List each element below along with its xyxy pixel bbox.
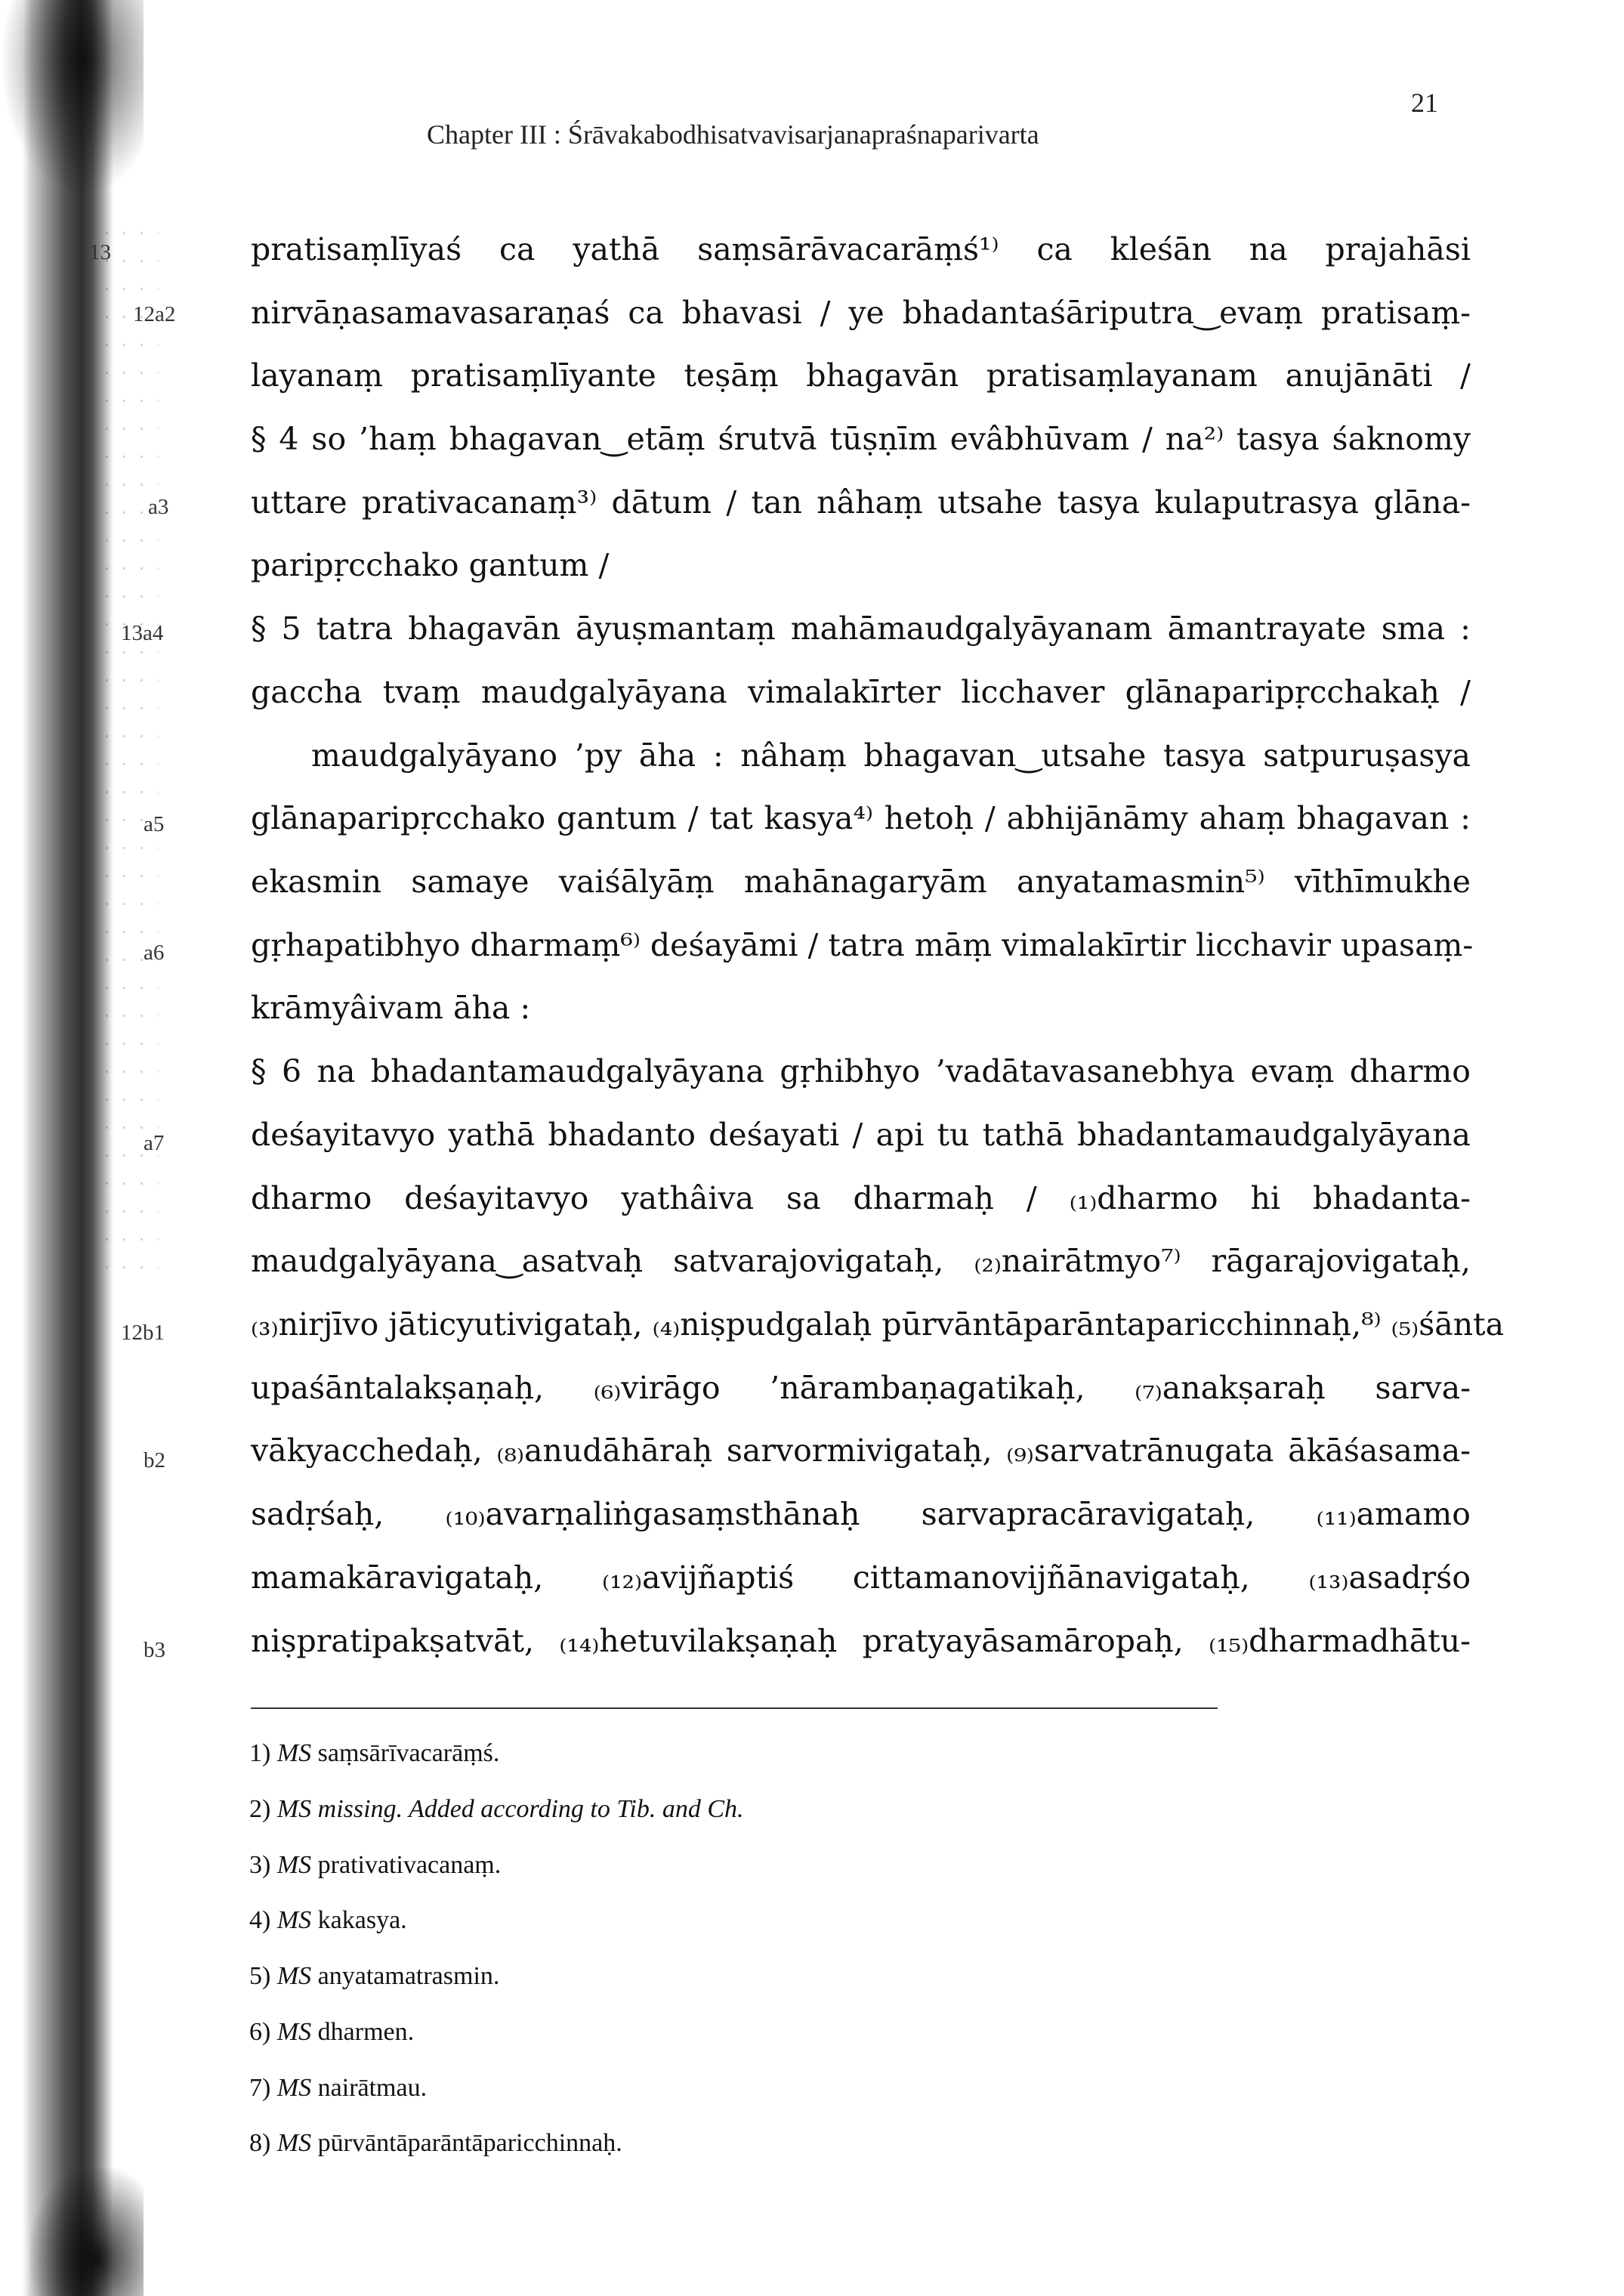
text-line: ₍₃₎nirjīvo jāticyutivigataḥ, ₍₄₎niṣpudgalaḥ pūrvāntāparāntaparicchinnaḥ,⁸⁾ ₍₅₎śānta: [251, 1306, 1505, 1343]
margin-mark: b3: [144, 1638, 165, 1662]
footnote-number: 2): [249, 1795, 271, 1823]
margin-mark: a6: [144, 941, 165, 965]
footnote-text: dharmen.: [317, 2018, 415, 2046]
footnote-ms: MS: [276, 1739, 312, 1767]
text-line: pratisaṃlīyaś ca yathā saṃsārāvacarāṃś¹⁾ ca kleśān na prajahāsi: [251, 231, 1471, 267]
margin-mark: 13: [89, 240, 111, 264]
footnote-ms: MS: [276, 2129, 312, 2157]
text-line: nirvāṇasamavasaraṇaś ca bhavasi / ye bhadantaśāriputra‿evaṃ pratisaṃ-: [251, 295, 1471, 331]
footnote: [249, 2129, 622, 2158]
text-line: § 4 so ’haṃ bhagavan‿etāṃ śrutvā tūṣṇīm evâbhūvam / na²⁾ tasya śaknomy: [251, 421, 1471, 457]
running-head: Chapter III : Śrāvakabodhisatvavisarjanapraśnaparivarta: [427, 119, 1039, 150]
footnote-number: 4): [249, 1906, 271, 1934]
text-line: dharmo deśayitavyo yathâiva sa dharmaḥ / ₍₁₎dharmo hi bhadanta-: [251, 1180, 1471, 1216]
footnote-number: 1): [249, 1739, 271, 1767]
footnote: [249, 2074, 427, 2103]
footnote-number: 5): [249, 1962, 271, 1990]
footnote: [249, 1851, 501, 1880]
margin-mark: a3: [148, 495, 169, 519]
margin-mark: b2: [144, 1448, 165, 1472]
footnote-text: nairātmau.: [317, 2074, 428, 2102]
text-line: gaccha tvaṃ maudgalyāyana vimalakīrter licchaver glānaparipṛcchakaḥ /: [251, 674, 1471, 710]
footnote-text: prativativacanaṃ.: [317, 1851, 502, 1879]
footnote-text: kakasya.: [317, 1906, 407, 1934]
scan-shadow-bottom: [30, 2168, 144, 2296]
footnote: [249, 1906, 407, 1935]
scan-shadow-top: [0, 0, 144, 196]
footnote-ms: MS: [276, 2018, 312, 2046]
footnote-ms: MS: [276, 1962, 312, 1990]
text-line: mamakāravigataḥ, ₍₁₂₎avijñaptiś cittamanovijñānavigataḥ, ₍₁₃₎asadṛśo: [251, 1559, 1471, 1596]
page-number: 21: [1411, 88, 1438, 118]
scan-binding-edge: [0, 0, 113, 2296]
text-line: niṣpratipakṣatvāt, ₍₁₄₎hetuvilakṣaṇaḥ pratyayāsamāropaḥ, ₍₁₅₎dharmadhātu-: [251, 1623, 1471, 1659]
footnote-ms: MS: [276, 1795, 312, 1823]
text-line: maudgalyāyano ’py āha : nâhaṃ bhagavan‿utsahe tasya satpuruṣasya: [311, 737, 1471, 774]
footnote-ms: MS: [276, 2074, 312, 2102]
margin-mark: a5: [144, 812, 165, 836]
footnote-text: anyatamatrasmin.: [317, 1962, 500, 1990]
footnote: [249, 1795, 744, 1824]
footnote: [249, 2018, 414, 2047]
footnote-text: missing. Added according to Tib. and Ch.: [317, 1795, 744, 1823]
text-line: ekasmin samaye vaiśālyāṃ mahānagaryām anyatamasmin⁵⁾ vīthīmukhe: [251, 864, 1471, 900]
footnote-rule: [251, 1707, 1218, 1709]
text-line: krāmyâivam āha :: [251, 990, 531, 1026]
text-line: gṛhapatibhyo dharmaṃ⁶⁾ deśayāmi / tatra māṃ vimalakīrtir licchavir upasaṃ-: [251, 927, 1474, 963]
footnote-ms: MS: [276, 1906, 312, 1934]
text-line: deśayitavyo yathā bhadanto deśayati / api tu tathā bhadantamaudgalyāyana: [251, 1117, 1471, 1153]
text-line: § 5 tatra bhagavān āyuṣmantaṃ mahāmaudgalyāyanam āmantrayate sma :: [251, 610, 1471, 647]
footnote-number: 8): [249, 2129, 271, 2157]
text-line: sadṛśaḥ, ₍₁₀₎avarṇaliṅgasaṃsthānaḥ sarvapracāravigataḥ, ₍₁₁₎amamo: [251, 1496, 1471, 1532]
text-line: § 6 na bhadantamaudgalyāyana gṛhibhyo ’vadātavasanebhya evaṃ dharmo: [251, 1053, 1471, 1089]
text-line: upaśāntalakṣaṇaḥ, ₍₆₎virāgo ’nārambaṇagatikaḥ, ₍₇₎anakṣaraḥ sarva-: [251, 1370, 1471, 1406]
footnote-ms: MS: [276, 1851, 312, 1879]
footnote: [249, 1962, 499, 1991]
text-line: maudgalyāyana‿asatvaḥ satvarajovigataḥ, ₍₂₎nairātmyo⁷⁾ rāgarajovigataḥ,: [251, 1243, 1471, 1279]
text-line: layanaṃ pratisaṃlīyante teṣāṃ bhagavān pratisaṃlayanam anujānāti /: [251, 357, 1471, 394]
margin-mark: 12b1: [121, 1321, 165, 1345]
margin-mark: 12a2: [133, 302, 176, 326]
footnote-text: pūrvāntāparāntāparicchinnaḥ.: [317, 2129, 622, 2157]
margin-mark: 13a4: [121, 621, 164, 645]
scan-specks: [98, 219, 159, 1277]
margin-mark: a7: [144, 1131, 165, 1155]
text-line: glānaparipṛcchako gantum / tat kasya⁴⁾ hetoḥ / abhijānāmy ahaṃ bhagavan :: [251, 800, 1471, 836]
footnote-number: 6): [249, 2018, 271, 2046]
text-line: uttare prativacanaṃ³⁾ dātum / tan nâhaṃ utsahe tasya kulaputrasya glāna-: [251, 484, 1471, 521]
text-line: vākyacchedaḥ, ₍₈₎anudāhāraḥ sarvormivigataḥ, ₍₉₎sarvatrānugata ākāśasama-: [251, 1432, 1471, 1469]
footnote-text: saṃsārīvacarāṃś.: [317, 1739, 500, 1767]
footnote-number: 3): [249, 1851, 271, 1879]
footnote: [249, 1739, 499, 1768]
text-line: paripṛcchako gantum /: [251, 547, 610, 583]
footnote-number: 7): [249, 2074, 271, 2102]
